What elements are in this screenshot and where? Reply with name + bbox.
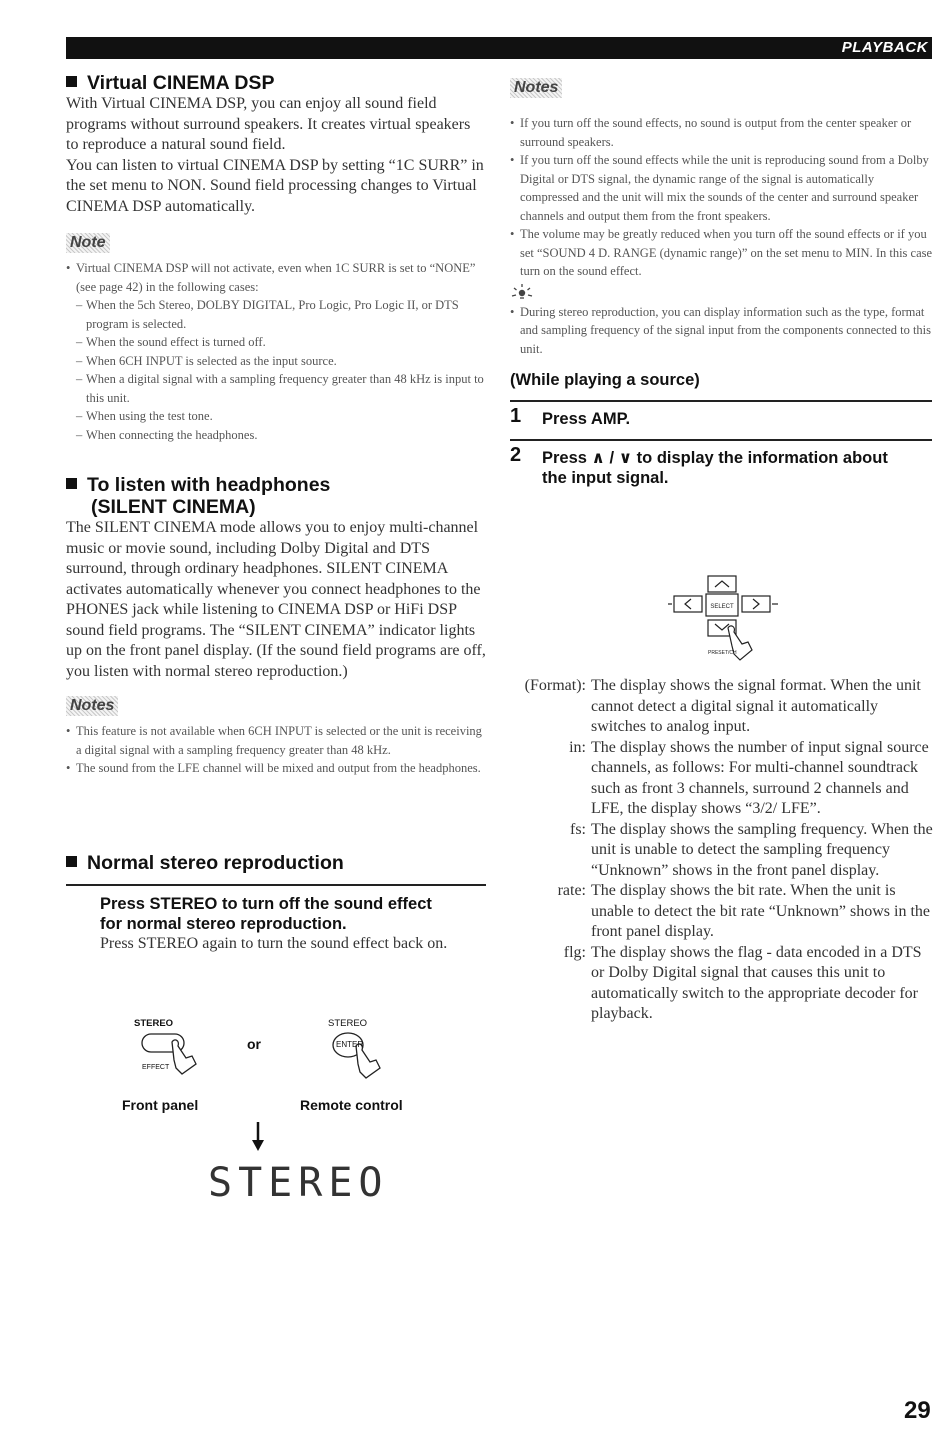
virtual-cinema-heading	[66, 72, 486, 94]
virtual-cinema-title: Virtual CINEMA DSP	[87, 72, 275, 94]
note-intro: Virtual CINEMA DSP will not activate, even when 1C SURR is set to “NONE” (see page 42) in the following cases:	[76, 261, 476, 294]
bullet-square-icon	[66, 478, 77, 489]
step-2-text	[542, 445, 888, 488]
virtual-cinema-section	[66, 72, 486, 444]
headphones-subtitle: (SILENT CINEMA)	[91, 496, 256, 518]
headphones-notes	[66, 722, 486, 778]
remote-stereo-label: STEREO	[328, 1018, 368, 1029]
definition-term: flg:	[563, 943, 586, 961]
instruction-body: Press STEREO again to turn the sound effect back on.	[100, 935, 448, 952]
notes-badge-wrap	[66, 696, 486, 716]
page-number: 29	[904, 1397, 931, 1424]
step-1	[510, 406, 934, 429]
definition-row	[510, 881, 934, 943]
step-rule	[510, 400, 932, 402]
section-header-label: PLAYBACK	[841, 39, 928, 56]
instruction-line: Press STEREO to turn off the sound effect	[100, 895, 432, 913]
note-item: • If you turn off the sound effects while the unit is reproducing sound from a Dolby Digital or DTS signal, the dynamic range of the signal is automatically compressed and the unit will mix the sounds of the center and surround speaker channels and output them from the front speakers.	[510, 151, 934, 225]
notes-badge: Notes	[510, 78, 562, 98]
cursor-keypad-icon	[668, 572, 798, 666]
bullet-square-icon	[66, 856, 77, 867]
right-notes-badge-wrap	[510, 78, 934, 98]
note-item: • The volume may be greatly reduced when you turn off the sound effects or if you set “SOUND 4 D. RANGE (dynamic range)” on the set menu to MIN. In this case turn on the sound effect.	[510, 225, 934, 281]
definition-desc: The display shows the signal format. When the unit cannot detect a digital signal it automatically switches to analog input.	[591, 677, 921, 735]
note-case: – When the 5ch Stereo, DOLBY DIGITAL, Pro Logic, Pro Logic II, or DTS program is selected.	[76, 296, 486, 333]
note-case: – When using the test tone.	[76, 407, 486, 426]
front-effect-label: EFFECT	[142, 1064, 170, 1071]
headphones-paragraph: The SILENT CINEMA mode allows you to enjoy multi-channel music or movie sound, including Dolby Digital and DTS surround, through ordinary headphones. SILENT CINEMA activates automatically whenever you connect headphones to the PHONES jack while listening to CINEMA DSP or HiFi DSP sound field programs. The “SILENT CINEMA” indicator lights up on the front panel display. (If the sound field programs are off, you listen with normal stereo reproduction.)	[66, 519, 486, 680]
definition-desc: The display shows the flag - data encoded in a DTS or Dolby Digital signal that causes this unit to automatically switch to the appropriate decoder for playback.	[591, 943, 922, 1022]
remote-control-caption: Remote control	[300, 1097, 403, 1113]
note-item: • If you turn off the sound effects, no sound is output from the center speaker or surround speakers.	[510, 114, 934, 151]
step-2-line: the input signal.	[542, 469, 669, 487]
step-1-text: Press AMP.	[542, 410, 631, 428]
headphones-heading	[66, 474, 486, 496]
right-notes-list	[510, 114, 934, 281]
note-item: • This feature is not available when 6CH INPUT is selected or the unit is receiving a digital signal with a sampling frequency greater than 48 kHz.	[66, 722, 486, 759]
definition-term: in:	[569, 738, 586, 756]
virtual-cinema-note	[66, 259, 486, 444]
step-2-line: Press ∧ / ∨ to display the information about	[542, 449, 888, 467]
select-key-label: SELECT	[710, 604, 734, 610]
normal-stereo-title: Normal stereo reproduction	[87, 852, 344, 874]
bullet-square-icon	[66, 76, 77, 87]
virtual-cinema-paragraph-2: You can listen to virtual CINEMA DSP by setting “1C SURR” in the set menu to NON. Sound field processing changes to Virtual CINEMA DSP automatically.	[66, 156, 484, 215]
definition-term: rate:	[557, 882, 586, 899]
normal-stereo-section	[66, 852, 486, 955]
note-case: – When connecting the headphones.	[76, 426, 486, 445]
note-item: • The sound from the LFE channel will be mixed and output from the headphones.	[66, 759, 486, 778]
definition-desc: The display shows the number of input signal source channels, as follows: For multi-channel soundtrack such as front 3 channels, surround 2 channels and LFE, the display shows “3/2/ LFE”.	[591, 738, 929, 817]
header-bar	[66, 37, 932, 59]
front-stereo-label: STEREO	[134, 1018, 174, 1029]
definition-desc: The display shows the bit rate. When the unit is unable to detect the bit rate “Unknown” shows in the front panel display.	[591, 882, 931, 940]
step-1-number: 1	[510, 405, 522, 427]
normal-stereo-instruction	[66, 894, 486, 955]
definition-row	[510, 738, 934, 820]
definition-row	[510, 943, 934, 1025]
definition-term: (Format):	[524, 677, 586, 694]
note-case-list	[76, 296, 486, 444]
tips-list	[510, 303, 934, 359]
step-rule	[510, 439, 932, 441]
definition-term: fs:	[570, 820, 586, 838]
tip-item: • During stereo reproduction, you can display information such as the type, format and sampling frequency of the signal input from the components connected to this unit.	[510, 303, 934, 359]
stereo-display-readout: STEREO	[208, 1160, 389, 1206]
definition-desc: The display shows the sampling frequency. When the unit is unable to detect the sampling frequency “Unknown” shows in the front panel display.	[591, 820, 933, 879]
remote-stereo-button-icon	[326, 1030, 398, 1084]
tip-lightbulb-icon	[510, 283, 534, 303]
note-case: – When 6CH INPUT is selected as the input source.	[76, 352, 486, 371]
arrow-down-icon	[250, 1120, 266, 1152]
notes-badge: Notes	[66, 696, 118, 716]
front-panel-caption: Front panel	[122, 1097, 199, 1113]
note-case: – When a digital signal with a sampling frequency greater than 48 kHz is input to this unit.	[76, 370, 486, 407]
or-label: or	[247, 1036, 261, 1052]
signal-info-definitions	[510, 676, 934, 1025]
step-2	[510, 445, 934, 488]
definition-row	[510, 820, 934, 882]
remote-enter-label: ENTER	[336, 1040, 364, 1049]
normal-stereo-heading	[66, 852, 486, 874]
note-badge: Note	[66, 233, 110, 253]
section-rule	[66, 884, 486, 886]
headphones-section	[66, 474, 486, 778]
headphones-title: To listen with headphones	[87, 474, 331, 496]
definition-row	[510, 676, 934, 738]
while-playing-heading: (While playing a source)	[510, 371, 700, 389]
instruction-line: for normal stereo reproduction.	[100, 915, 347, 933]
virtual-cinema-paragraph-1: With Virtual CINEMA DSP, you can enjoy all sound field programs without surround speakers. It creates virtual speakers to reproduce a natural sound field.	[66, 95, 471, 153]
right-column	[510, 78, 934, 488]
note-item	[66, 259, 486, 444]
note-case: – When the sound effect is turned off.	[76, 333, 486, 352]
note-badge-wrap	[66, 233, 486, 253]
preset-label: PRESET/CH	[708, 650, 737, 656]
step-2-number: 2	[510, 444, 522, 466]
